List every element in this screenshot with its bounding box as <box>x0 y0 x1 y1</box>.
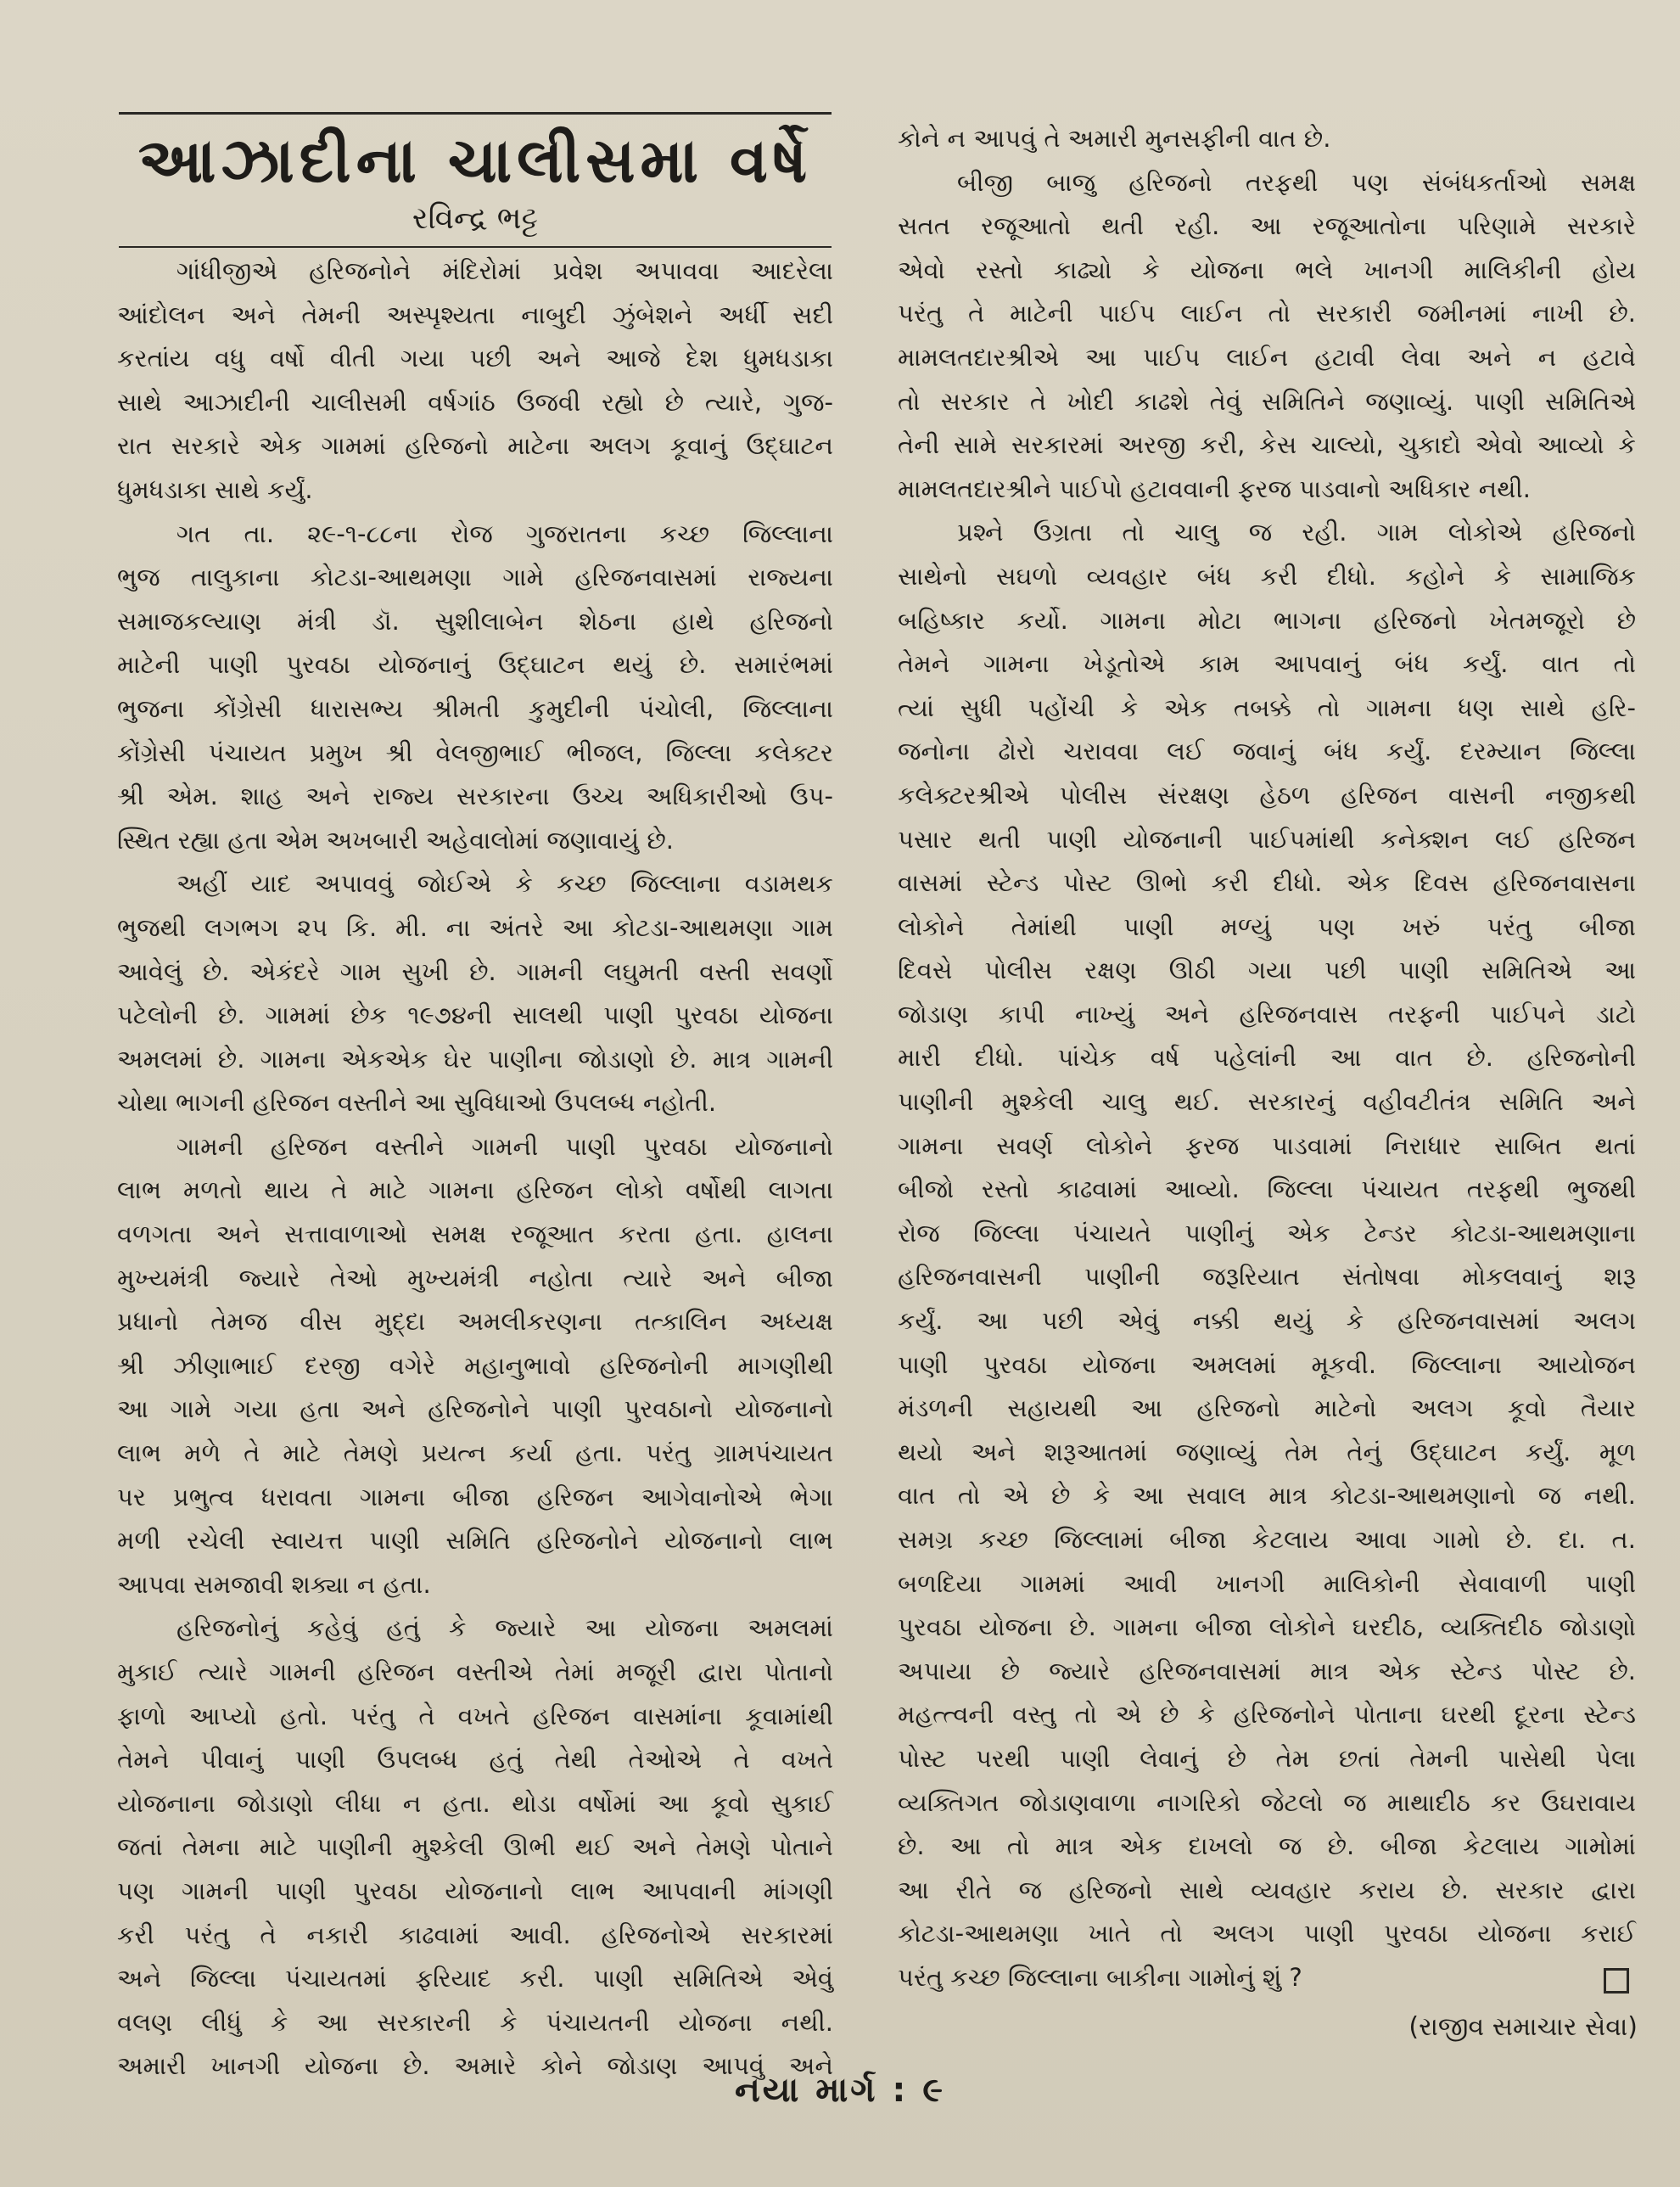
text-line: કલેક્ટરશ્રીએ પોલીસ સંરક્ષણ હેઠળ હરિજન વાસની નજીકથી <box>898 780 1636 810</box>
text-line: પ્રધાનો તેમજ વીસ મુદ્દા અમલીકરણના તત્કાલિન અધ્યક્ષ <box>117 1307 833 1337</box>
text-line: પાણી પુરવઠા યોજના અમલમાં મૂકવી. જિલ્લાના આયોજન <box>898 1349 1636 1379</box>
text-line: ગામની હરિજન વસ્તીને ગામની પાણી પુરવઠા યોજનાનો <box>176 1131 833 1161</box>
text-line: પાણીની મુશ્કેલી ચાલુ થઈ. સરકારનું વહીવટીતંત્ર સમિતિ અને <box>898 1087 1636 1117</box>
text-line: લાભ મળતો થાય તે માટે ગામના હરિજન લોકો વર્ષોથી લાગતા <box>117 1175 833 1205</box>
text-line: ભુજ તાલુકાના કોટડા-આથમણા ગામે હરિજનવાસમાં રાજ્યના <box>117 563 833 592</box>
text-line: મુખ્યમંત્રી જ્યારે તેઓ મુખ્યમંત્રી નહોતા ત્યારે અને બીજા <box>117 1263 833 1293</box>
text-line: કોને ન આપવું તે અમારી મુનસફીની વાત છે. <box>898 124 1331 153</box>
text-line: યોજનાના જોડાણો લીધા ન હતા. થોડા વર્ષોમાં આ કૂવો સુકાઈ <box>117 1788 833 1818</box>
text-line: તો સરકાર તે ખોદી કાઢશે તેવું સમિતિને જણાવ્યું. પાણી સમિતિએ <box>898 386 1636 416</box>
author-rule <box>119 246 832 248</box>
text-line: કરી પરંતુ તે નકારી કાઢવામાં આવી. હરિજનોએ સરકારમાં <box>117 1920 833 1949</box>
text-line: ગત તા. ૨૯-૧-૮૮ના રોજ ગુજરાતના કચ્છ જિલ્લાના <box>176 519 833 548</box>
left-column <box>117 250 833 2089</box>
text-line: બળદિયા ગામમાં આવી ખાનગી માલિકોની સેવાવાળી પાણી <box>898 1568 1636 1598</box>
text-line: અને જિલ્લા પંચાયતમાં ફરિયાદ કરી. પાણી સમિતિએ એવું <box>117 1964 833 1994</box>
text-line: રોજ જિલ્લા પંચાયતે પાણીનું એક ટેન્ડર કોટડા-આથમણાના <box>898 1218 1636 1248</box>
right-column <box>898 117 1636 2000</box>
text-line: દિવસે પોલીસ રક્ષણ ઊઠી ગયા પછી પાણી સમિતિએ આ <box>898 956 1636 985</box>
text-line: સતત રજૂઆતો થતી રહી. આ રજૂઆતોના પરિણામે સરકારે <box>898 211 1636 241</box>
text-line: વલણ લીધું કે આ સરકારની કે પંચાયતની યોજના નથી. <box>117 2007 833 2037</box>
text-line: આંદોલન અને તેમની અસ્પૃશ્યતા નાબુદી ઝુંબેશને અર્ધી સદી <box>117 300 833 329</box>
text-line: ભુજથી લગભગ ૨૫ કિ. મી. ના અંતરે આ કોટડા-આથમણા ગામ <box>117 912 833 942</box>
text-line: તેમને પીવાનું પાણી ઉપલબ્ધ હતું તેથી તેઓએ તે વખતે <box>117 1745 833 1775</box>
text-line: આવેલું છે. એકંદરે ગામ સુખી છે. ગામની લઘુમતી વસ્તી સવર્ણો <box>117 956 833 986</box>
text-line: મુકાઈ ત્યારે ગામની હરિજન વસ્તીએ તેમાં મજૂરી દ્વારા પોતાનો <box>117 1657 833 1686</box>
text-line: કોંગ્રેસી પંચાયત પ્રમુખ શ્રી વેલજીભાઈ ભીજલ, જિલ્લા કલેક્ટર <box>117 737 833 767</box>
article-title: આઝાદીના ચાલીસમા વર્ષે <box>137 125 813 196</box>
text-line: મહત્ત્વની વસ્તુ તો એ છે કે હરિજનોને પોતાના ઘરથી દૂરના સ્ટેન્ડ <box>898 1700 1636 1730</box>
text-line: છે. આ તો માત્ર એક દાખલો જ છે. બીજા કેટલાય ગામોમાં <box>898 1831 1636 1861</box>
text-line: શ્રી ઝીણાભાઈ દરજી વગેરે મહાનુભાવો હરિજનોની માગણીથી <box>117 1350 833 1380</box>
text-line: પરંતુ તે માટેની પાઈપ લાઈન તો સરકારી જમીનમાં નાખી છે. <box>898 299 1636 328</box>
text-line: વાત તો એ છે કે આ સવાલ માત્ર કોટડા-આથમણાનો જ નથી. <box>898 1481 1636 1511</box>
text-line: પણ ગામની પાણી પુરવઠા યોજનાનો લાભ આપવાની માંગણી <box>117 1876 833 1905</box>
text-line: અપાયા છે જ્યારે હરિજનવાસમાં માત્ર એક સ્ટેન્ડ પોસ્ટ છે. <box>898 1656 1636 1685</box>
text-line: સાથે આઝાદીની ચાલીસમી વર્ષગાંઠ ઉજવી રહ્યો છે ત્યારે, ગુજ- <box>117 387 833 417</box>
text-line: પોસ્ટ પરથી પાણી લેવાનું છે તેમ છતાં તેમની પાસેથી પેલા <box>898 1743 1636 1773</box>
text-line: જતાં તેમના માટે પાણીની મુશ્કેલી ઊભી થઈ અને તેમણે પોતાને <box>117 1832 833 1862</box>
text-line: ભુજના કોંગ્રેસી ધારાસભ્ય શ્રીમતી કુમુદીની પંચોલી, જિલ્લાના <box>117 693 833 723</box>
text-line: પુરવઠા યોજના છે. ગામના બીજા લોકોને ઘરદીઠ, વ્યક્તિદીઠ જોડાણો <box>898 1612 1636 1642</box>
text-line: માટેની પાણી પુરવઠા યોજનાનું ઉદ્ઘાટન થયું છે. સમારંભમાં <box>117 650 833 680</box>
end-mark-box <box>1604 1968 1629 1994</box>
text-line: સમાજકલ્યાણ મંત્રી ડૉ. સુશીલાબેન શેઠના હાથે હરિજનો <box>117 606 833 636</box>
text-line: કર્યું. આ પછી એવું નક્કી થયું કે હરિજનવાસમાં અલગ <box>898 1306 1636 1336</box>
text-line: અમલમાં છે. ગામના એકએક ઘેર પાણીના જોડાણો છે. માત્ર ગામની <box>117 1044 833 1074</box>
text-line: જોડાણ કાપી નાખ્યું અને હરિજનવાસ તરફની પાઈપને ડાટો <box>898 999 1636 1029</box>
text-line: આપવા સમજાવી શક્યા ન હતા. <box>117 1569 431 1599</box>
text-line: અમારી ખાનગી યોજના છે. અમારે કોને જોડાણ આપવું અને <box>117 2051 833 2081</box>
text-line: પરંતુ કચ્છ જિલ્લાના બાકીના ગામોનું શું ? <box>898 1962 1302 1992</box>
text-line: હરિજનવાસની પાણીની જરૂરિયાત સંતોષવા મોકલવાનું શરૂ <box>898 1262 1636 1292</box>
text-line: સાથેનો સઘળો વ્યવહાર બંધ કરી દીધો. કહોને કે સામાજિક <box>898 561 1636 591</box>
text-line: પસાર થતી પાણી યોજનાની પાઈપમાંથી કનેક્શન લઈ હરિજન <box>898 824 1636 854</box>
text-line: આ રીતે જ હરિજનો સાથે વ્યવહાર કરાય છે. સરકાર દ્વારા <box>898 1875 1636 1904</box>
text-line: તેની સામે સરકારમાં અરજી કરી, કેસ ચાલ્યો, ચુકાદો એવો આવ્યો કે <box>898 430 1636 460</box>
text-line: કોટડા-આથમણા ખાતે તો અલગ પાણી પુરવઠા યોજના કરાઈ <box>898 1919 1636 1949</box>
text-line: રાત સરકારે એક ગામમાં હરિજનો માટેના અલગ કૂવાનું ઉદ્ઘાટન <box>117 431 833 461</box>
text-line: લાભ મળે તે માટે તેમણે પ્રયત્ન કર્યા હતા. પરંતુ ગ્રામપંચાયત <box>117 1438 833 1468</box>
text-line: ત્યાં સુધી પહોંચી કે એક તબક્કે તો ગામના ધણ સાથે હરિ- <box>898 693 1636 722</box>
text-line: ચોથા ભાગની હરિજન વસ્તીને આ સુવિધાઓ ઉપલબ્ધ નહોતી. <box>117 1088 717 1118</box>
text-line: સમગ્ર કચ્છ જિલ્લામાં બીજા કેટલાય આવા ગામો છે. દા. ત. <box>898 1525 1636 1554</box>
text-line: આ ગામે ગયા હતા અને હરિજનોને પાણી પુરવઠાનો યોજનાનો <box>117 1394 833 1424</box>
page-footer: નયા માર્ગ : ૯ <box>734 2071 946 2110</box>
text-line: મળી રચેલી સ્વાયત્ત પાણી સમિતિ હરિજનોને યોજનાનો લાભ <box>117 1526 833 1556</box>
text-line: ધુમધડાકા સાથે કર્યું. <box>117 474 313 504</box>
text-line: શ્રી એમ. શાહ અને રાજ્ય સરકારના ઉચ્ચ અધિકારીઓ ઉપ- <box>117 782 833 811</box>
text-line: મારી દીધો. પાંચેક વર્ષ પહેલાંની આ વાત છે. હરિજનોની <box>898 1043 1636 1073</box>
text-line: બીજો રસ્તો કાઢવામાં આવ્યો. જિલ્લા પંચાયત તરફથી ભુજથી <box>898 1175 1636 1204</box>
news-source: (રાજીવ સમાચાર સેવા) <box>1408 2012 1638 2042</box>
text-line: પટેલોની છે. ગામમાં છેક ૧૯૭૪ની સાલથી પાણી પુરવઠા યોજના <box>117 1001 833 1030</box>
text-line: ફાળો આપ્યો હતો. પરંતુ તે વખતે હરિજન વાસમાંના કૂવામાંથી <box>117 1701 833 1730</box>
text-line: મામલતદારશ્રીએ આ પાઈપ લાઈન હટાવી લેવા અને ન હટાવે <box>898 342 1636 372</box>
text-line: બહિષ્કાર કર્યો. ગામના મોટા ભાગના હરિજનો ખેતમજૂરો છે <box>898 605 1636 635</box>
article-author: રવિન્દ્ર ભટ્ટ <box>412 201 539 236</box>
text-line: વ્યક્તિગત જોડાણવાળા નાગરિકો જેટલો જ માથાદીઠ કર ઉઘરાવાય <box>898 1787 1636 1817</box>
text-line: કરતાંય વધુ વર્ષો વીતી ગયા પછી અને આજે દેશ ધુમધડાકા <box>117 344 833 373</box>
text-line: વળગતા અને સત્તાવાળાઓ સમક્ષ રજૂઆત કરતા હતા. હાલના <box>117 1220 833 1249</box>
text-line: પર પ્રભુત્વ ધરાવતા ગામના બીજા હરિજન આગેવાનોએ ભેગા <box>117 1482 833 1511</box>
title-top-rule <box>119 112 832 115</box>
text-line: એવો રસ્તો કાઢ્યો કે યોજના ભલે ખાનગી માલિકીની હોય <box>898 255 1636 284</box>
text-line: જનોના ઢોરો ચરાવવા લઈ જવાનું બંધ કર્યું. દરમ્યાન જિલ્લા <box>898 737 1636 766</box>
text-line: ગામના સવર્ણ લોકોને ફરજ પાડવામાં નિરાધાર સાબિત થતાં <box>898 1130 1636 1160</box>
text-line: મંડળની સહાયથી આ હરિજનો માટેનો અલગ કૂવો તૈયાર <box>898 1394 1636 1423</box>
text-line: બીજી બાજુ હરિજનો તરફથી પણ સંબંધકર્તાઓ સમક્ષ <box>957 167 1636 197</box>
text-line: વાસમાં સ્ટેન્ડ પોસ્ટ ઊભો કરી દીધો. એક દિવસ હરિજનવાસના <box>898 868 1636 898</box>
text-line: ગાંધીજીએ હરિજનોને મંદિરોમાં પ્રવેશ અપાવવા આદરેલા <box>176 256 833 285</box>
text-line: લોકોને તેમાંથી પાણી મળ્યું પણ ખરું પરંતુ બીજા <box>898 911 1636 941</box>
text-line: સ્થિત રહ્યા હતા એમ અખબારી અહેવાલોમાં જણાવાયું છે. <box>117 825 674 855</box>
text-line: મામલતદારશ્રીને પાઈપો હટાવવાની ફરજ પાડવાનો અધિકાર નથી. <box>898 474 1531 503</box>
text-line: અહીં યાદ અપાવવું જોઈએ કે કચ્છ જિલ્લાના વડામથક <box>176 869 833 899</box>
text-line: થયો અને શરૂઆતમાં જણાવ્યું તેમ તેનું ઉદ્ઘાટન કર્યું. મૂળ <box>898 1437 1636 1466</box>
text-line: પ્રશ્ને ઉગ્રતા તો ચાલુ જ રહી. ગામ લોકોએ હરિજનો <box>957 518 1636 547</box>
text-line: તેમને ગામના ખેડૂતોએ કામ આપવાનું બંધ કર્યું. વાત તો <box>898 649 1636 679</box>
text-line: હરિજનોનું કહેવું હતું કે જ્યારે આ યોજના અમલમાં <box>176 1613 833 1643</box>
